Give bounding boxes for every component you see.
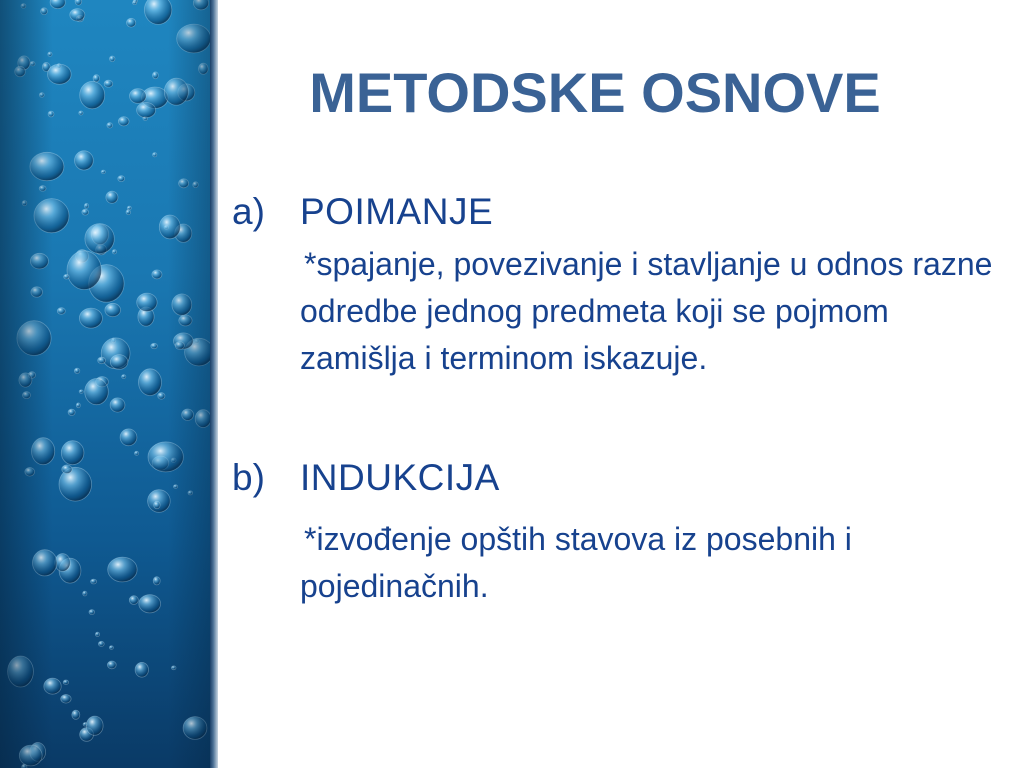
list-item-description: *izvođenje opštih stavova iz posebnih i pojedinačnih. <box>300 521 852 604</box>
list-item-indukcija <box>232 456 1012 610</box>
list-item-heading: POIMANJE <box>300 191 494 232</box>
water-bubbles-graphic <box>0 0 210 768</box>
panel-divider <box>210 0 218 768</box>
list-item-header <box>232 456 1012 500</box>
list-marker: b) <box>232 457 265 498</box>
water-bubbles-image <box>0 0 210 768</box>
slide-title: METODSKE OSNOVE <box>309 61 881 124</box>
list-item-header <box>232 190 1012 234</box>
list-marker: a) <box>232 191 265 232</box>
list-item-description: *spajanje, povezivanje i stavljanje u odnos razne odredbe jednog predmeta koji se pojmom zamišlja i terminom iskazuje. <box>300 246 993 376</box>
list-item-poimanje <box>232 190 1012 382</box>
list-item-heading: INDUKCIJA <box>300 457 500 498</box>
